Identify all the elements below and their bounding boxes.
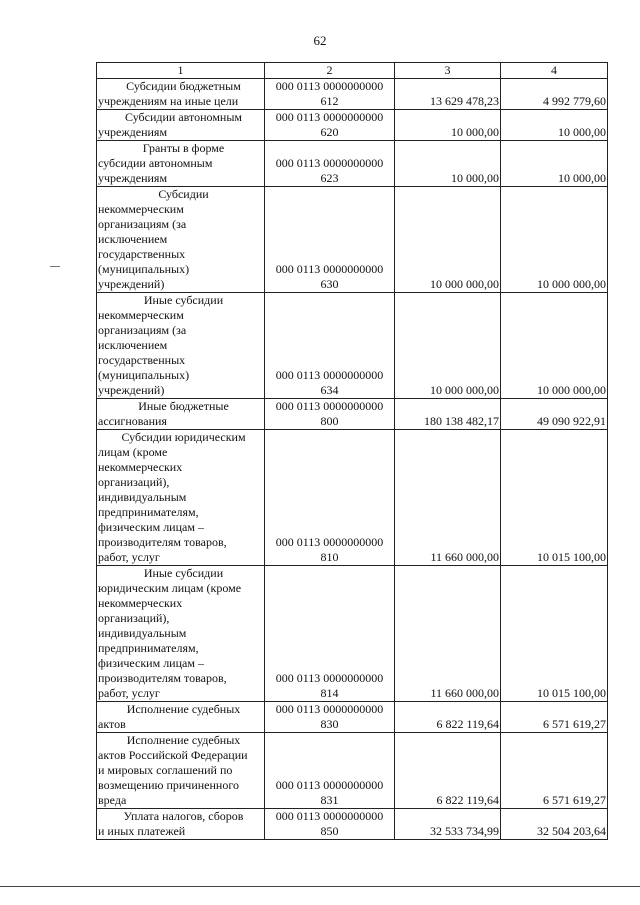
row-amount-col3: 6 822 119,64 [395,733,501,809]
row-code: 000 0113 0000000000 [275,702,384,716]
row-name-line: государственных [98,247,186,261]
row-amount-col4: 10 000,00 [501,110,608,141]
row-code: 000 0113 0000000000 [275,399,384,413]
row-name-cell [97,809,265,840]
row-name-first-line: Иные субсидии [143,566,224,580]
table-row [97,141,608,187]
row-code-cell [265,702,395,733]
row-code: 000 0113 0000000000 [275,535,384,549]
row-name-first-line: Исполнение судебных [126,702,241,716]
row-name-line: работ, услуг [98,550,160,564]
header-cell-1: 1 [97,63,265,79]
table-row [97,430,608,566]
row-name-line: организациям (за [98,323,187,337]
table-row [97,293,608,399]
row-amount-col3: 6 822 119,64 [395,702,501,733]
row-name-first-line: Иные субсидии [143,293,224,307]
row-name-first-line: Субсидии бюджетным [126,79,241,93]
row-name-line: вреда [98,793,127,807]
row-name-line: предпринимателям, [98,641,199,655]
row-name-cell [97,702,265,733]
table-row [97,399,608,430]
row-name-cell [97,110,265,141]
row-subcode: 810 [320,550,339,564]
row-amount-col4: 10 015 100,00 [501,430,608,566]
row-name-line: актов [98,717,126,731]
row-name-cell [97,430,265,566]
row-name-line: физическим лицам – [98,520,204,534]
row-name-line: физическим лицам – [98,656,204,670]
row-name-cell [97,141,265,187]
budget-table [96,62,608,840]
row-code-cell [265,399,395,430]
row-name-line: субсидии автономным [98,156,213,170]
row-amount-col3: 10 000,00 [395,110,501,141]
row-name-cell [97,566,265,702]
row-name-line: учреждениям [98,171,168,185]
row-name-line: юридическим лицам (кроме [98,581,242,595]
row-name-line: учреждений) [98,277,165,291]
table-row [97,187,608,293]
row-name-line: ассигнования [98,414,167,428]
row-name-line: государственных [98,353,186,367]
row-name-line: исключением [98,338,168,352]
row-name-first-line: Гранты в форме [142,141,225,155]
row-code: 000 0113 0000000000 [275,79,384,93]
row-amount-col3: 13 629 478,23 [395,79,501,110]
row-name-line: исключением [98,232,168,246]
row-name-line: предпринимателям, [98,505,199,519]
row-subcode: 831 [320,793,339,807]
table-body [97,79,608,840]
row-subcode: 634 [320,383,339,397]
row-name-line: (муниципальных) [98,262,190,276]
row-name-line: некоммерческих [98,460,183,474]
row-name-first-line: Уплата налогов, сборов [123,809,244,823]
row-name-line: индивидуальным [98,626,187,640]
row-name-line: организациям (за [98,217,187,231]
row-name-line: производителям товаров, [98,535,227,549]
row-amount-col4: 10 000 000,00 [501,293,608,399]
row-name-first-line: Субсидии автономным [125,110,242,124]
row-subcode: 620 [320,125,339,139]
header-row [97,63,608,79]
row-amount-col4: 6 571 619,27 [501,733,608,809]
row-name-line: возмещению причиненного [98,778,239,792]
margin-mark [50,266,60,267]
row-name-cell [97,399,265,430]
table-row [97,110,608,141]
row-amount-col3: 180 138 482,17 [395,399,501,430]
row-name-line: производителям товаров, [98,671,227,685]
row-name-line: и иных платежей [98,824,186,838]
row-name-line: работ, услуг [98,686,160,700]
row-name-cell [97,79,265,110]
row-amount-col3: 11 660 000,00 [395,430,501,566]
row-code-cell [265,141,395,187]
header-cell-3: 3 [395,63,501,79]
header-cell-2: 2 [265,63,395,79]
row-amount-col3: 10 000 000,00 [395,187,501,293]
row-code: 000 0113 0000000000 [275,778,384,792]
row-code: 000 0113 0000000000 [275,809,384,823]
row-code: 000 0113 0000000000 [275,156,384,170]
row-name-line: (муниципальных) [98,368,190,382]
row-subcode: 612 [320,94,339,108]
row-amount-col4: 4 992 779,60 [501,79,608,110]
table-row [97,566,608,702]
row-name-line: некоммерческих [98,596,183,610]
row-amount-col4: 49 090 922,91 [501,399,608,430]
row-name-line: и мировых соглашений по [98,763,233,777]
row-name-first-line: Иные бюджетные [138,399,229,413]
row-code: 000 0113 0000000000 [275,110,384,124]
row-name-line: учреждениям на иные цели [98,94,239,108]
table-row [97,809,608,840]
row-name-line: организаций), [98,475,170,489]
row-name-first-line: Субсидии юридическим [121,430,246,444]
row-code-cell [265,79,395,110]
row-amount-col4: 32 504 203,64 [501,809,608,840]
row-subcode: 630 [320,277,339,291]
row-subcode: 830 [320,717,339,731]
row-name-line: актов Российской Федерации [98,748,248,762]
row-code-cell [265,733,395,809]
table-row [97,79,608,110]
page-number: 62 [313,33,327,48]
row-name-first-line: Исполнение судебных [126,733,241,747]
row-name-line: некоммерческим [98,202,184,216]
row-amount-col4: 10 000 000,00 [501,187,608,293]
row-subcode: 623 [320,171,339,185]
row-subcode: 800 [320,414,339,428]
row-code-cell [265,110,395,141]
table-row [97,702,608,733]
row-name-line: лицам (кроме [98,445,168,459]
row-name-cell [97,187,265,293]
row-name-line: индивидуальным [98,490,187,504]
row-name-line: некоммерческим [98,308,184,322]
row-name-line: организаций), [98,611,170,625]
row-code: 000 0113 0000000000 [275,262,384,276]
row-code-cell [265,566,395,702]
row-name-cell [97,733,265,809]
bottom-rule [0,886,640,887]
row-amount-col3: 10 000,00 [395,141,501,187]
row-code-cell [265,187,395,293]
row-name-cell [97,293,265,399]
row-amount-col3: 10 000 000,00 [395,293,501,399]
row-subcode: 814 [320,686,339,700]
row-amount-col4: 10 015 100,00 [501,566,608,702]
row-code-cell [265,809,395,840]
row-amount-col3: 11 660 000,00 [395,566,501,702]
row-amount-col4: 10 000,00 [501,141,608,187]
row-code-cell [265,430,395,566]
row-name-line: учреждениям [98,125,168,139]
row-amount-col4: 6 571 619,27 [501,702,608,733]
row-name-first-line: Субсидии [158,187,209,201]
row-code-cell [265,293,395,399]
row-code: 000 0113 0000000000 [275,368,384,382]
row-amount-col3: 32 533 734,99 [395,809,501,840]
row-subcode: 850 [320,824,339,838]
header-cell-4: 4 [501,63,608,79]
row-code: 000 0113 0000000000 [275,671,384,685]
row-name-line: учреждений) [98,383,165,397]
table-row [97,733,608,809]
